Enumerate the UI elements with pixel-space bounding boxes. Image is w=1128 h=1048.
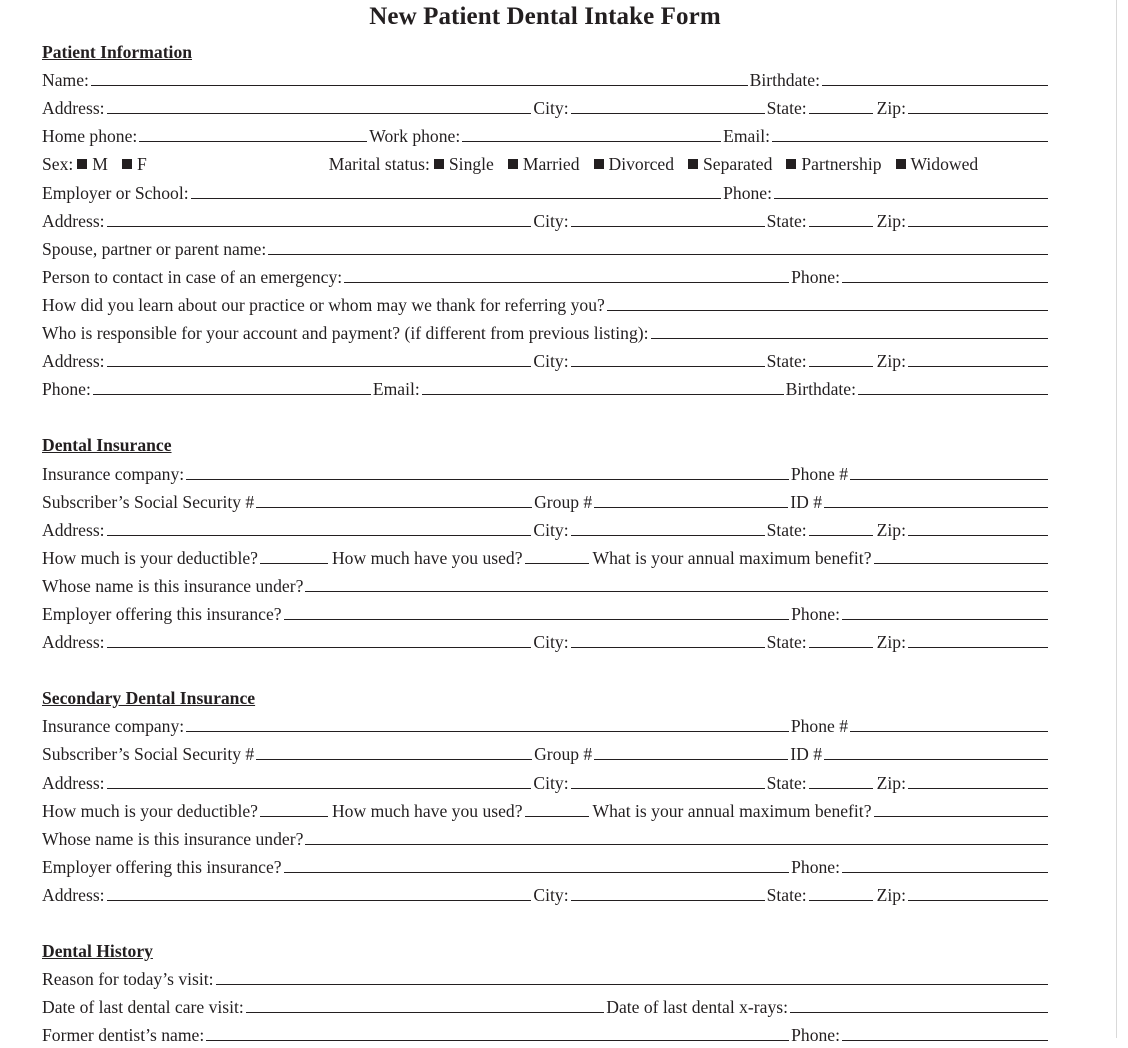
responsible-address-field[interactable] <box>107 366 532 367</box>
responsible-party-field[interactable] <box>651 338 1049 339</box>
referral-label: How did you learn about our practice or whom may we thank for referring you? <box>42 294 605 315</box>
insurance-address-label: Address: <box>42 519 105 540</box>
responsible-state-field[interactable] <box>809 366 873 367</box>
insurance-phone-field[interactable] <box>850 479 1048 480</box>
secondary-group-field[interactable] <box>594 759 788 760</box>
secondary-used-label: How much have you used? <box>331 800 523 821</box>
insurance-company-field[interactable] <box>186 479 789 480</box>
checkbox-icon[interactable] <box>786 159 796 169</box>
secondary-employer-state-label: State: <box>766 884 807 905</box>
employer-city-label: City: <box>533 210 569 231</box>
insurance-employer-city-field[interactable] <box>571 647 765 648</box>
group-field[interactable] <box>594 507 788 508</box>
checkbox-icon[interactable] <box>594 159 604 169</box>
responsible-birthdate-label: Birthdate: <box>785 379 856 400</box>
employer-phone-field[interactable] <box>774 198 1048 199</box>
insurance-city-label: City: <box>533 519 569 540</box>
whose-name-label: Whose name is this insurance under? <box>42 575 304 596</box>
emergency-phone-field[interactable] <box>842 282 1048 283</box>
section-heading-insurance: Dental Insurance <box>42 435 172 456</box>
ssn-label: Subscriber’s Social Security # <box>42 491 255 512</box>
insurance-employer-field[interactable] <box>284 619 790 620</box>
employer-city-field[interactable] <box>571 226 765 227</box>
sex-option-m[interactable]: M <box>75 154 108 177</box>
state-label: State: <box>766 98 807 119</box>
address-label: Address: <box>42 98 105 119</box>
responsible-birthdate-field[interactable] <box>858 394 1048 395</box>
insurance-state-label: State: <box>766 519 807 540</box>
secondary-state-field[interactable] <box>809 788 873 789</box>
secondary-employer-city-field[interactable] <box>571 900 765 901</box>
last-visit-label: Date of last dental care visit: <box>42 997 244 1018</box>
emergency-contact-field[interactable] <box>344 282 789 283</box>
deductible-label: How much is your deductible? <box>42 547 258 568</box>
group-label: Group # <box>534 491 593 512</box>
birthdate-label: Birthdate: <box>749 70 820 91</box>
checkbox-icon[interactable] <box>434 159 444 169</box>
name-field[interactable] <box>91 85 748 86</box>
secondary-ssn-field[interactable] <box>256 759 532 760</box>
section-heading-secondary-insurance: Secondary Dental Insurance <box>42 688 256 709</box>
insurance-employer-state-field[interactable] <box>809 647 873 648</box>
secondary-deductible-label: How much is your deductible? <box>42 800 258 821</box>
secondary-employer-field[interactable] <box>284 872 790 873</box>
city-field[interactable] <box>571 113 765 114</box>
secondary-group-label: Group # <box>534 744 593 765</box>
former-dentist-label: Former dentist’s name: <box>42 1025 205 1046</box>
insurance-employer-zip-label: Zip: <box>876 632 906 653</box>
secondary-whose-name-field[interactable] <box>305 844 1048 845</box>
secondary-employer-city-label: City: <box>533 884 569 905</box>
responsible-email-field[interactable] <box>422 394 784 395</box>
checkbox-icon[interactable] <box>122 159 132 169</box>
spouse-field[interactable] <box>268 254 1048 255</box>
responsible-city-field[interactable] <box>571 366 765 367</box>
secondary-used-field[interactable] <box>525 816 589 817</box>
form-title: New Patient Dental Intake Form <box>369 3 721 30</box>
home-phone-field[interactable] <box>139 141 367 142</box>
insurance-employer-address-field[interactable] <box>107 647 532 648</box>
annual-max-label: What is your annual maximum benefit? <box>592 547 872 568</box>
secondary-whose-name-label: Whose name is this insurance under? <box>42 828 304 849</box>
secondary-employer-phone-label: Phone: <box>791 856 840 877</box>
responsible-zip-field[interactable] <box>908 366 1048 367</box>
last-xray-label: Date of last dental x-rays: <box>606 997 788 1018</box>
page-edge-divider <box>1116 0 1117 1038</box>
employer-phone-label: Phone: <box>723 182 772 203</box>
secondary-annual-max-label: What is your annual maximum benefit? <box>592 800 872 821</box>
former-dentist-phone-label: Phone: <box>791 1025 840 1046</box>
insurance-employer-label: Employer offering this insurance? <box>42 603 282 624</box>
secondary-employer-state-field[interactable] <box>809 900 873 901</box>
spouse-label: Spouse, partner or parent name: <box>42 238 267 259</box>
marital-label: Marital status: <box>328 154 430 175</box>
marital-option-partnership[interactable]: Partnership <box>784 154 881 177</box>
section-heading-patient: Patient Information <box>42 42 193 63</box>
visit-reason-label: Reason for today’s visit: <box>42 969 214 990</box>
insurance-address-field[interactable] <box>107 535 532 536</box>
responsible-state-label: State: <box>766 351 807 372</box>
secondary-zip-field[interactable] <box>908 788 1048 789</box>
checkbox-icon[interactable] <box>77 159 87 169</box>
secondary-city-field[interactable] <box>571 788 765 789</box>
state-field[interactable] <box>809 113 873 114</box>
responsible-phone-label: Phone: <box>42 379 91 400</box>
responsible-city-label: City: <box>533 351 569 372</box>
referral-field[interactable] <box>607 310 1048 311</box>
insurance-employer-phone-field[interactable] <box>842 619 1048 620</box>
insurance-company-label: Insurance company: <box>42 463 185 484</box>
secondary-employer-zip-label: Zip: <box>876 884 906 905</box>
employer-zip-field[interactable] <box>908 226 1048 227</box>
insurance-state-field[interactable] <box>809 535 873 536</box>
insurance-employer-city-label: City: <box>533 632 569 653</box>
checkbox-icon[interactable] <box>896 159 906 169</box>
home-phone-label: Home phone: <box>42 126 138 147</box>
insurance-employer-phone-label: Phone: <box>791 603 840 624</box>
last-xray-field[interactable] <box>790 1012 1048 1013</box>
insurance-employer-address-label: Address: <box>42 632 105 653</box>
secondary-ssn-label: Subscriber’s Social Security # <box>42 744 255 765</box>
employer-address-label: Address: <box>42 210 105 231</box>
secondary-city-label: City: <box>533 772 569 793</box>
secondary-employer-address-field[interactable] <box>107 900 532 901</box>
secondary-annual-max-field[interactable] <box>874 816 1048 817</box>
employer-address-field[interactable] <box>107 226 532 227</box>
secondary-deductible-field[interactable] <box>260 816 328 817</box>
work-phone-field[interactable] <box>462 141 721 142</box>
birthdate-field[interactable] <box>822 85 1048 86</box>
visit-reason-field[interactable] <box>216 984 1048 985</box>
insurance-zip-label: Zip: <box>876 519 906 540</box>
marital-option-widowed[interactable]: Widowed <box>894 154 979 177</box>
marital-option-divorced[interactable]: Divorced <box>592 154 674 177</box>
secondary-phone-label: Phone # <box>790 716 848 737</box>
secondary-address-field[interactable] <box>107 788 532 789</box>
city-label: City: <box>533 98 569 119</box>
insurance-phone-label: Phone # <box>790 463 848 484</box>
marital-option-single[interactable]: Single <box>432 154 494 177</box>
former-dentist-field[interactable] <box>206 1040 789 1041</box>
responsible-phone-field[interactable] <box>93 394 371 395</box>
secondary-state-label: State: <box>766 772 807 793</box>
secondary-address-label: Address: <box>42 772 105 793</box>
secondary-zip-label: Zip: <box>876 772 906 793</box>
emergency-contact-label: Person to contact in case of an emergency: <box>42 266 343 287</box>
used-field[interactable] <box>525 563 589 564</box>
intake-form <box>42 37 1050 1048</box>
secondary-employer-label: Employer offering this insurance? <box>42 856 282 877</box>
insurance-employer-state-label: State: <box>766 632 807 653</box>
marital-option-separated[interactable]: Separated <box>686 154 772 177</box>
responsible-party-label: Who is responsible for your account and payment? (if different from previous listing): <box>42 323 649 344</box>
email-label: Email: <box>723 126 770 147</box>
secondary-id-label: ID # <box>790 744 822 765</box>
sex-label: Sex: <box>42 154 74 175</box>
secondary-employer-zip-field[interactable] <box>908 900 1048 901</box>
zip-field[interactable] <box>908 113 1048 114</box>
employer-zip-label: Zip: <box>876 210 906 231</box>
responsible-zip-label: Zip: <box>876 351 906 372</box>
employer-field[interactable] <box>191 198 722 199</box>
name-label: Name: <box>42 70 89 91</box>
secondary-id-field[interactable] <box>824 759 1048 760</box>
secondary-company-field[interactable] <box>186 731 789 732</box>
address-field[interactable] <box>107 113 532 114</box>
id-field[interactable] <box>824 507 1048 508</box>
ssn-field[interactable] <box>256 507 532 508</box>
section-heading-dental-history: Dental History <box>42 941 153 962</box>
employer-label: Employer or School: <box>42 182 189 203</box>
email-field[interactable] <box>772 141 1048 142</box>
deductible-field[interactable] <box>260 563 328 564</box>
work-phone-label: Work phone: <box>369 126 461 147</box>
annual-max-field[interactable] <box>874 563 1048 564</box>
last-visit-field[interactable] <box>246 1012 604 1013</box>
zip-label: Zip: <box>876 98 906 119</box>
whose-name-field[interactable] <box>305 591 1048 592</box>
emergency-phone-label: Phone: <box>791 266 840 287</box>
used-label: How much have you used? <box>331 547 523 568</box>
checkbox-icon[interactable] <box>508 159 518 169</box>
sex-option-f[interactable]: F <box>120 154 147 177</box>
marital-option-married[interactable]: Married <box>506 154 580 177</box>
insurance-zip-field[interactable] <box>908 535 1048 536</box>
id-label: ID # <box>790 491 822 512</box>
checkbox-icon[interactable] <box>688 159 698 169</box>
former-dentist-phone-field[interactable] <box>842 1040 1048 1041</box>
responsible-address-label: Address: <box>42 351 105 372</box>
insurance-city-field[interactable] <box>571 535 765 536</box>
responsible-email-label: Email: <box>372 379 420 400</box>
insurance-employer-zip-field[interactable] <box>908 647 1048 648</box>
secondary-employer-phone-field[interactable] <box>842 872 1048 873</box>
secondary-phone-field[interactable] <box>850 731 1048 732</box>
employer-state-label: State: <box>766 210 807 231</box>
secondary-employer-address-label: Address: <box>42 884 105 905</box>
employer-state-field[interactable] <box>809 226 873 227</box>
secondary-company-label: Insurance company: <box>42 716 185 737</box>
